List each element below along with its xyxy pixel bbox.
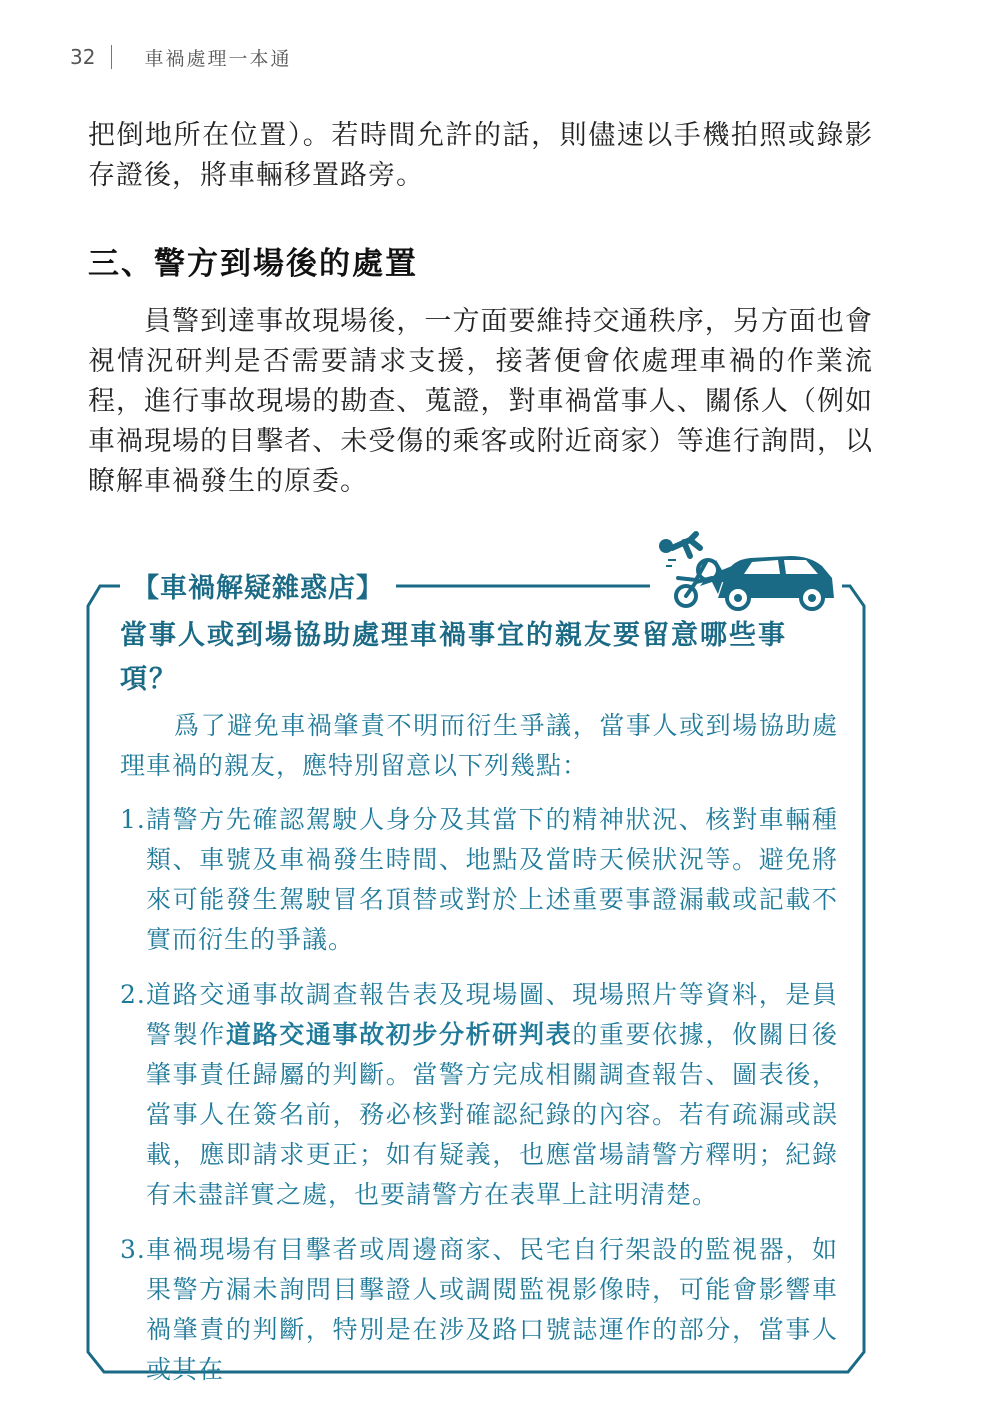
list-item-text-after: 的重要依據，攸關日後肇事責任歸屬的判斷。當警方完成相關調查報告、圖表後，當事人在簽名前，務必核對確認紀錄的內容。若有疏漏或誤載，應即請求更正；如有疑義，也應當場請警方釋明；紀錄有未盡詳實之處，也要請警方在表單上註明清楚。 [146, 1020, 838, 1209]
list-item-text [146, 975, 838, 1215]
list-item-bold-term: 道路交通事故初步分析研判表 [225, 1020, 573, 1049]
qa-box-label: 【車禍解疑雜惑店】 [128, 566, 388, 605]
list-item-text: 請警方先確認駕駛人身分及其當下的精神狀況、核對車輛種類、車號及車禍發生時間、地點及當時天候狀況等。避免將來可能發生駕駛冒名頂替或對於上述重要事證漏載或記載不實而衍生的爭議。 [146, 805, 838, 954]
list-item-number: 2. [120, 980, 146, 1009]
list-item-number: 3. [120, 1235, 146, 1264]
list-item [120, 975, 838, 1215]
list-item [120, 800, 838, 960]
section-paragraph: 員警到達事故現場後，一方面要維持交通秩序，另方面也會視情況研判是否需要請求支援，接著便會依處理車禍的作業流程，進行事故現場的勘查、蒐證，對車禍當事人、關係人（例如車禍現場的目擊者、未受傷的乘客或附近商家）等進行詢問，以瞭解車禍發生的原委。 [88, 306, 873, 497]
list-item-number: 1. [120, 805, 146, 834]
list-item-text: 車禍現場有目擊者或周邊商家、民宅自行架設的監視器，如果警方漏未詢問目擊證人或調閱監視影像時，可能會影響車禍肇責的判斷，特別是在涉及路口號誌運作的部分，當事人或其在 [146, 1235, 838, 1384]
list-item [120, 1230, 838, 1390]
car-scooter-crash-icon [659, 534, 834, 609]
section-heading: 三、警方到場後的處置 [88, 246, 418, 282]
list-item-text-before: 道路交通事故調查報告表及現場圖、現場照片等資料，是員警製作 [146, 980, 838, 1049]
intro-paragraph: 把倒地所在位置）。若時間允許的話，則儘速以手機拍照或錄影存證後，將車輛移置路旁。 [88, 120, 873, 191]
qa-question: 當事人或到場協助處理車禍事宜的親友要留意哪些事項？ [120, 620, 787, 695]
book-title: 車禍處理一本通 [144, 47, 292, 70]
qa-intro: 爲了避免車禍肇責不明而衍生爭議，當事人或到場協助處理車禍的親友，應特別留意以下列幾點： [120, 711, 838, 780]
page-number: 32 [70, 45, 96, 69]
